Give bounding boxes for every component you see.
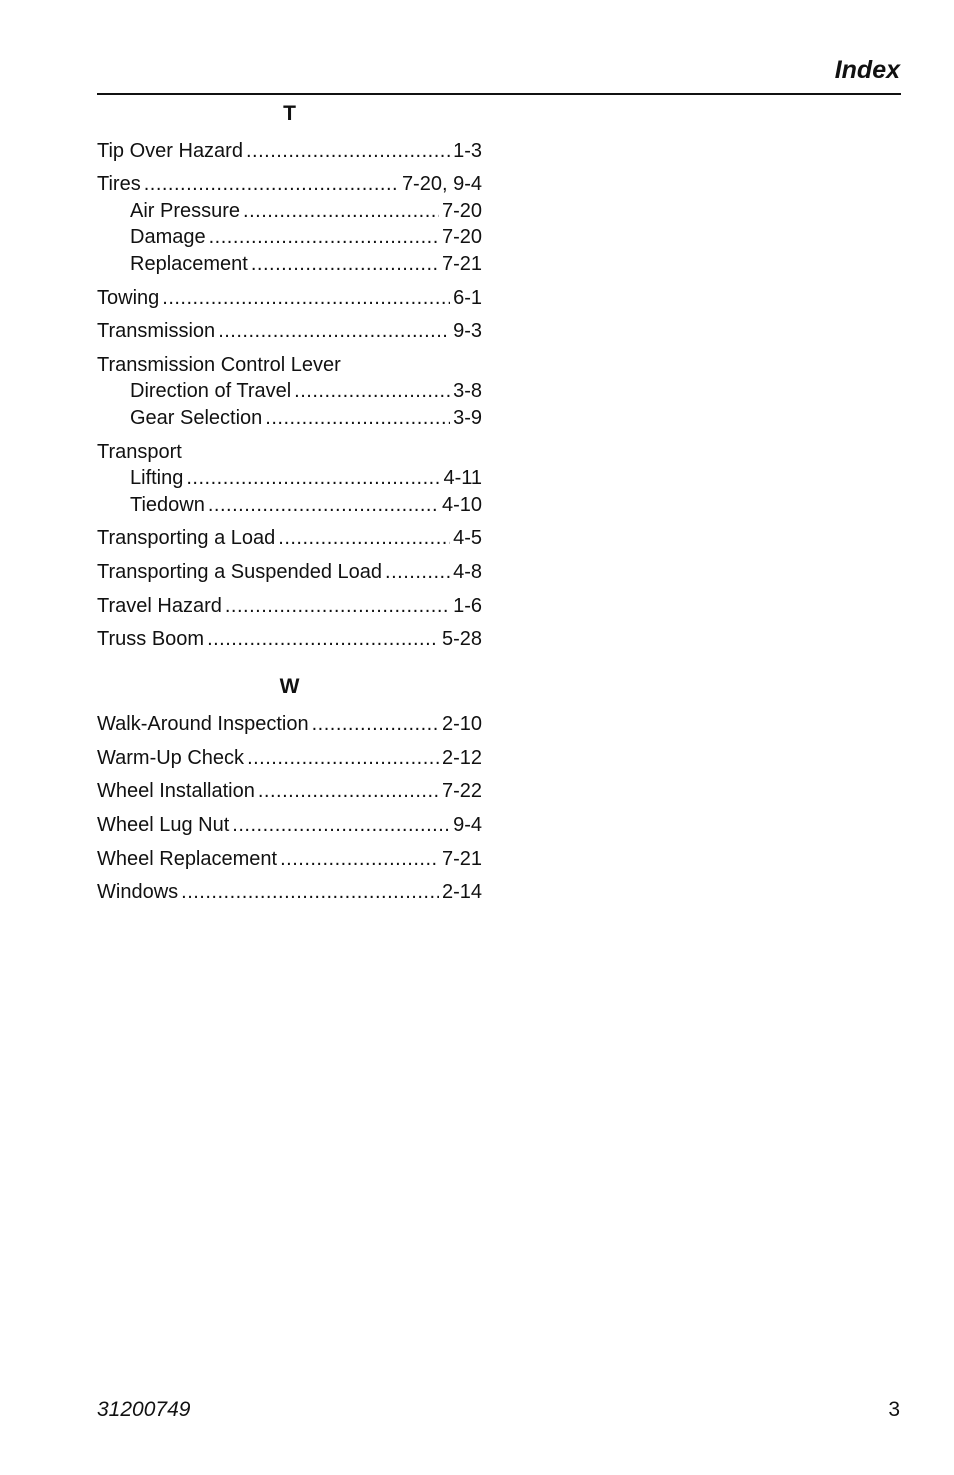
dot-leader bbox=[385, 559, 450, 585]
index-page-ref: 2-10 bbox=[441, 713, 482, 735]
index-entry bbox=[97, 352, 482, 378]
dot-leader bbox=[225, 593, 450, 619]
dot-leader bbox=[258, 778, 439, 804]
index-subentry bbox=[130, 405, 482, 431]
section-letter: T bbox=[283, 102, 296, 125]
index-subentry bbox=[130, 492, 482, 518]
index-page-ref: 1-3 bbox=[453, 140, 482, 162]
index-term: Wheel Lug Nut bbox=[97, 812, 232, 838]
index-page-ref: 4-8 bbox=[453, 561, 482, 583]
index-entry bbox=[97, 879, 482, 905]
index-entry bbox=[97, 559, 482, 585]
index-term: Transporting a Load bbox=[97, 525, 278, 551]
dot-leader bbox=[218, 318, 450, 344]
index-subentry bbox=[130, 251, 482, 277]
dot-leader bbox=[246, 138, 450, 164]
index-term: Towing bbox=[97, 285, 162, 311]
index-page-ref: 1-6 bbox=[453, 595, 482, 617]
dot-leader bbox=[251, 251, 439, 277]
index-term: Damage bbox=[130, 224, 209, 250]
index-page-ref: 9-3 bbox=[453, 320, 482, 342]
index-term: Transport bbox=[97, 439, 185, 465]
index-entry bbox=[97, 318, 482, 344]
dot-leader bbox=[243, 198, 439, 224]
index-page-ref: 7-20 bbox=[441, 226, 482, 248]
index-term: Tiedown bbox=[130, 492, 208, 518]
index-entry bbox=[97, 846, 482, 872]
dot-leader bbox=[209, 224, 439, 250]
index-page-ref: 7-22 bbox=[441, 780, 482, 802]
dot-leader bbox=[280, 846, 439, 872]
index-page-ref: 2-12 bbox=[441, 747, 482, 769]
index-entry bbox=[97, 626, 482, 652]
section-letter: W bbox=[279, 675, 300, 698]
index-page-ref: 5-28 bbox=[441, 628, 482, 650]
dot-leader bbox=[181, 879, 439, 905]
index-subentry bbox=[130, 465, 482, 491]
index-term: Truss Boom bbox=[97, 626, 207, 652]
index-page-ref: 4-11 bbox=[443, 467, 482, 489]
index-page-ref: 7-20 bbox=[441, 200, 482, 222]
index-term: Gear Selection bbox=[130, 405, 265, 431]
dot-leader bbox=[294, 378, 450, 404]
index-subentry bbox=[130, 224, 482, 250]
index-term: Transmission Control Lever bbox=[97, 352, 344, 378]
dot-leader bbox=[232, 812, 450, 838]
index-page-ref: 7-20, 9-4 bbox=[401, 173, 482, 195]
index-term: Transmission bbox=[97, 318, 218, 344]
index-page-ref: 4-5 bbox=[453, 527, 482, 549]
header-rule bbox=[97, 93, 901, 95]
index-entry bbox=[97, 711, 482, 737]
index-term: Direction of Travel bbox=[130, 378, 294, 404]
dot-leader bbox=[247, 745, 439, 771]
dot-leader bbox=[312, 711, 439, 737]
index-entry bbox=[97, 525, 482, 551]
index-page-ref: 7-21 bbox=[441, 848, 482, 870]
dot-leader bbox=[162, 285, 450, 311]
footer-page-number: 3 bbox=[888, 1398, 900, 1421]
index-term: Wheel Installation bbox=[97, 778, 258, 804]
page-header-title: Index bbox=[834, 56, 900, 84]
index-entry bbox=[97, 778, 482, 804]
dot-leader bbox=[186, 465, 440, 491]
index-subentry bbox=[130, 378, 482, 404]
dot-leader bbox=[265, 405, 450, 431]
index-subentry bbox=[130, 198, 482, 224]
dot-leader bbox=[207, 626, 439, 652]
index-page-ref: 2-14 bbox=[441, 881, 482, 903]
index-term: Air Pressure bbox=[130, 198, 243, 224]
index-term: Tires bbox=[97, 171, 144, 197]
index-entry bbox=[97, 745, 482, 771]
footer-document-number: 31200749 bbox=[97, 1398, 191, 1421]
index-entry bbox=[97, 812, 482, 838]
index-term: Travel Hazard bbox=[97, 593, 225, 619]
index-term: Wheel Replacement bbox=[97, 846, 280, 872]
index-term: Replacement bbox=[130, 251, 251, 277]
index-entry bbox=[97, 285, 482, 311]
dot-leader bbox=[144, 171, 399, 197]
index-entry bbox=[97, 171, 482, 197]
index-term: Transporting a Suspended Load bbox=[97, 559, 385, 585]
dot-leader bbox=[208, 492, 439, 518]
index-term: Warm-Up Check bbox=[97, 745, 247, 771]
index-term: Windows bbox=[97, 879, 181, 905]
index-term: Lifting bbox=[130, 465, 186, 491]
index-page-ref: 9-4 bbox=[453, 814, 482, 836]
index-term: Tip Over Hazard bbox=[97, 138, 246, 164]
index-page-ref: 6-1 bbox=[453, 287, 482, 309]
index-page-ref: 3-9 bbox=[453, 407, 482, 429]
index-entry bbox=[97, 593, 482, 619]
index-term: Walk-Around Inspection bbox=[97, 711, 312, 737]
index-entry bbox=[97, 439, 482, 465]
dot-leader bbox=[278, 525, 450, 551]
index-page-ref: 4-10 bbox=[441, 494, 482, 516]
index-entry bbox=[97, 138, 482, 164]
index-page-ref: 3-8 bbox=[453, 380, 482, 402]
index-page-ref: 7-21 bbox=[441, 253, 482, 275]
